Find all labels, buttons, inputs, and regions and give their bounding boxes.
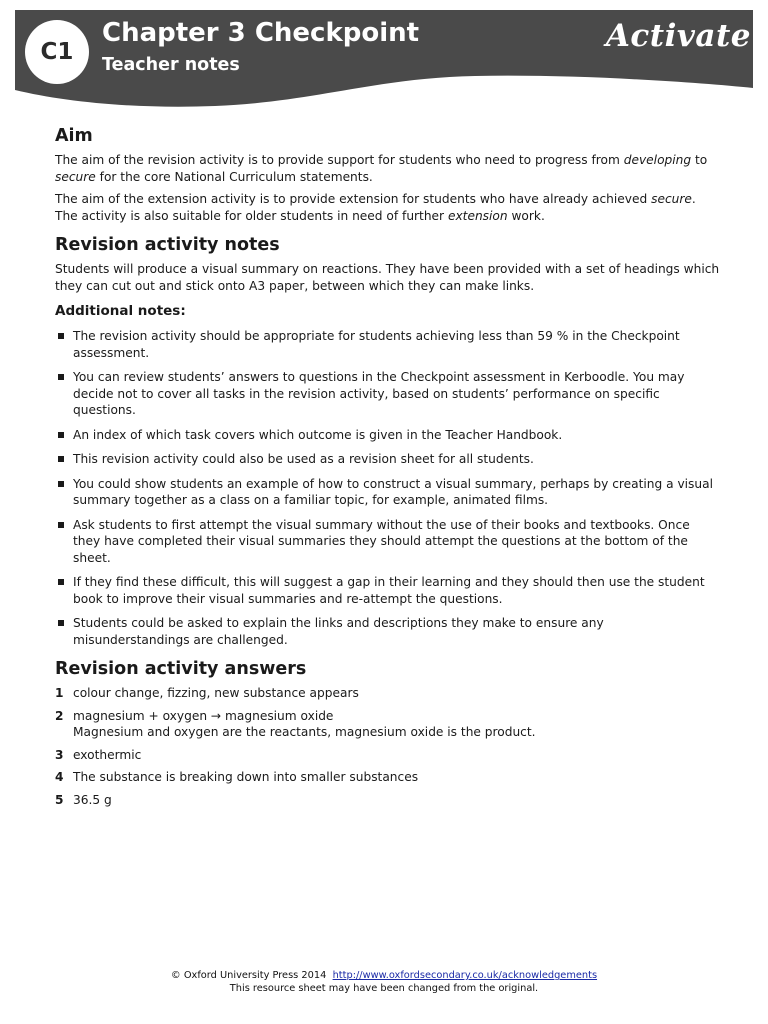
list-item [55, 574, 720, 607]
aim-paragraph-1 [55, 152, 720, 185]
answer-text: 36.5 g [73, 792, 112, 807]
revision-notes-intro: Students will produce a visual summary on reactions. They have been provided with a set of headings which they can cut out and stick onto A3 paper, between which they can make links. [55, 262, 720, 293]
emphasis-text: secure [55, 169, 96, 184]
answer-item [55, 747, 720, 764]
chapter-badge [25, 20, 89, 84]
answer-item [55, 685, 720, 702]
bullet-square-icon [58, 374, 64, 380]
text-run: . The activity is also suitable for older students in need of further [55, 192, 696, 223]
additional-notes-list [55, 328, 720, 648]
answers-section [55, 659, 720, 808]
answer-number: 1 [55, 686, 64, 700]
list-item-text: Students could be asked to explain the links and descriptions they make to ensure any misunderstandings are challenged. [73, 616, 604, 647]
list-item [55, 615, 720, 648]
answer-item [55, 792, 720, 809]
answers-list [55, 685, 720, 808]
bullet-square-icon [58, 432, 64, 438]
aim-heading: Aim [55, 126, 93, 146]
text-run: The aim of the extension activity is to provide extension for students who have already achieved [55, 192, 652, 206]
answer-item [55, 769, 720, 786]
emphasis-text: developing [623, 153, 692, 167]
list-item-text: An index of which task covers which outcome is given in the Teacher Handbook. [73, 427, 563, 442]
list-item [55, 476, 720, 509]
answer-text: Magnesium and oxygen are the reactants, magnesium oxide is the product. [73, 725, 536, 739]
text-run: to [691, 153, 708, 167]
main-content [55, 126, 720, 819]
page-title: Chapter 3 Checkpoint [102, 18, 420, 48]
additional-notes-heading: Additional notes: [55, 303, 186, 319]
list-item-text: You could show students an example of how to construct a visual summary, perhaps by creating a visual summary together as a class on a familiar topic, for example, animated films. [73, 476, 713, 507]
revision-notes-section [55, 235, 720, 648]
text-run: work. [507, 208, 545, 223]
aim-paragraph-2 [55, 191, 720, 224]
footer-note: This resource sheet may have been changed from the original. [229, 983, 539, 994]
list-item-text: This revision activity could also be used as a revision sheet for all students. [73, 452, 534, 466]
list-item-text: Ask students to first attempt the visual summary without the use of their books and textbooks. Once they have completed their visual summaries they should attempt the questions at the bottom of the sheet. [73, 517, 690, 565]
list-item [55, 451, 720, 468]
bullet-square-icon [58, 333, 64, 339]
page-header [15, 10, 753, 120]
aim-section [55, 126, 720, 224]
revision-notes-heading: Revision activity notes [55, 235, 280, 255]
bullet-square-icon [58, 522, 64, 528]
text-run: for the core National Curriculum statements. [95, 169, 373, 184]
bullet-square-icon [58, 620, 64, 626]
footer-line-1 [0, 969, 768, 982]
page-subtitle: Teacher notes [102, 55, 240, 75]
emphasis-text: extension [447, 208, 508, 223]
list-item-text: If they find these difficult, this will suggest a gap in their learning and they should then use the student book to improve their visual summaries and re-attempt the questions. [73, 575, 705, 606]
answer-text: The substance is breaking down into smaller substances [73, 770, 419, 784]
text-run: The aim of the revision activity is to provide support for students who need to progress from [55, 153, 624, 167]
copyright-text: © Oxford University Press 2014 [170, 970, 327, 981]
answer-item [55, 708, 720, 741]
answer-text: magnesium + oxygen → magnesium oxide [73, 708, 334, 723]
answers-heading: Revision activity answers [55, 659, 307, 679]
answer-number: 3 [55, 747, 64, 762]
page-footer [0, 969, 768, 995]
brand-logo: Activate [605, 18, 751, 54]
answer-text: colour change, fizzing, new substance appears [73, 686, 359, 700]
chapter-badge-label: C1 [40, 39, 74, 65]
answer-text: exothermic [73, 747, 142, 762]
list-item-text: The revision activity should be appropriate for students achieving less than 59 % in the Checkpoint assessment. [73, 329, 680, 360]
answer-number: 4 [55, 770, 64, 784]
list-item [55, 427, 720, 444]
acknowledgements-link[interactable]: http://www.oxfordsecondary.co.uk/acknowledgements [332, 970, 598, 981]
list-item [55, 517, 720, 567]
emphasis-text: secure [651, 192, 692, 206]
list-item-text: You can review students’ answers to questions in the Checkpoint assessment in Kerboodle. You may decide not to cover all tasks in the revision activity, based on students’ performance on specific questions. [73, 370, 685, 417]
list-item [55, 369, 720, 419]
list-item [55, 328, 720, 361]
bullet-square-icon [58, 481, 64, 487]
answer-number: 5 [55, 792, 64, 807]
answer-number: 2 [55, 708, 64, 723]
bullet-square-icon [58, 579, 64, 585]
bullet-square-icon [58, 456, 64, 462]
